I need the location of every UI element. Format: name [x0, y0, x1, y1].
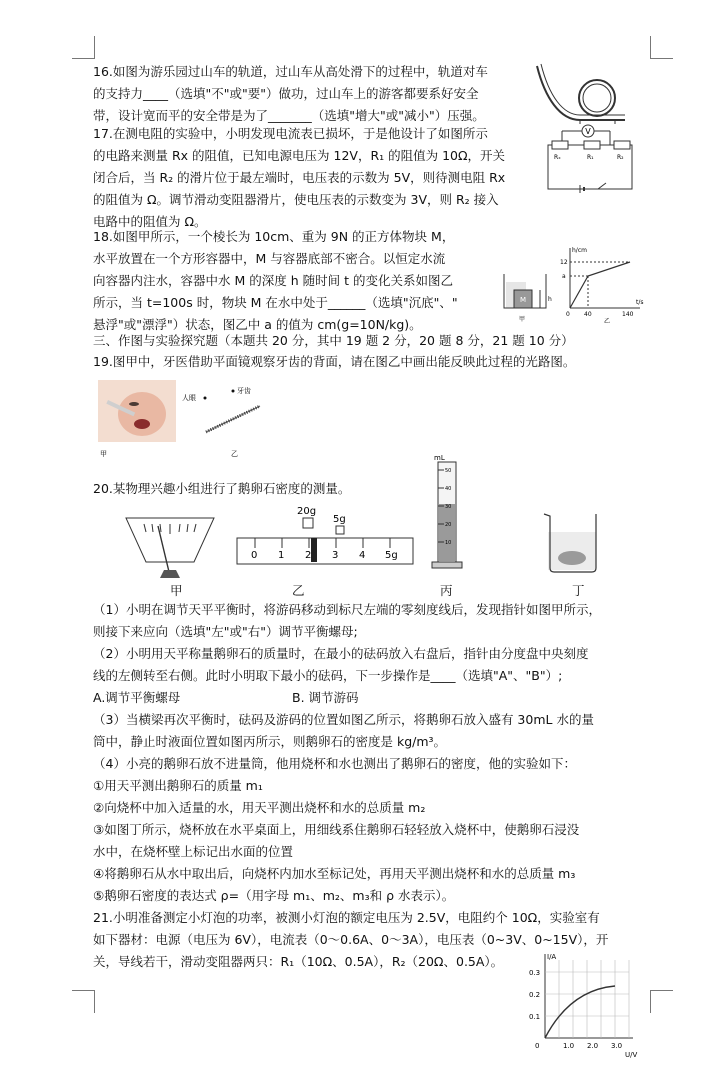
eye-label: 人眼 — [182, 394, 196, 402]
q17-line2: 的电路来测量 Rx 的阻值，已知电源电压为 12V，R₁ 的阻值为 10Ω，开关 — [93, 148, 506, 163]
q20-step-3-line2: 水中，在烧杯壁上标记出水面的位置 — [93, 844, 294, 859]
q20-intro: 20.某物理兴趣小组进行了鹅卵石密度的测量。 — [93, 481, 351, 496]
scale-tick-3: 3 — [332, 550, 339, 561]
cylinder-50: 50 — [445, 468, 452, 474]
q18-caption-yi: 乙 — [604, 318, 611, 324]
q18-x0: 0 — [566, 311, 570, 318]
q21-x0: 0 — [535, 1042, 540, 1050]
tooth-point — [232, 390, 235, 393]
q20-p1-line2: 则接下来应向（选填"左"或"右"）调节平衡螺母; — [93, 624, 358, 639]
q21-x10: 1.0 — [563, 1042, 575, 1050]
q17-line4: 的阻值为 Ω。调节滑动变阻器滑片，使电压表的示数变为 3V，则 R₂ 接入 — [93, 192, 499, 207]
depth-h-label: h — [548, 296, 552, 303]
weight-20g-label: 20g — [297, 506, 317, 517]
q20-step-5: ⑤鹅卵石密度的表达式 ρ=（用字母 m₁、m₂、m₃和 ρ 水表示）。 — [93, 888, 455, 903]
q20-p3-line1: （3）当横梁再次平衡时，砝码及游码的位置如图乙所示，将鹅卵石放入盛有 30mL 水的量 — [93, 712, 594, 727]
q21-y-unit: I/A — [547, 953, 557, 961]
q20-p2-line2: 线的左侧转至右侧。此时小明取下最小的砝码，下一步操作是____（选填"A"、"B"）; — [93, 668, 563, 683]
q20-caption-jia: 甲 — [170, 583, 183, 598]
q18-line3: 向容器内注水，容器中水 M 的深度 h 随时间 t 的变化关系如图乙 — [93, 273, 453, 288]
cylinder-40: 40 — [445, 486, 452, 492]
q21-x-unit: U/V — [625, 1051, 638, 1059]
q18-line4: 所示，当 t=100s 时，物块 M 在水中处于______（选填"沉底"、" — [93, 295, 458, 310]
q18-x140: 140 — [622, 311, 634, 318]
eye-point — [204, 397, 207, 400]
balance-pointer-figure — [120, 512, 220, 582]
q17-line1: 17.在测电阻的实验中，小明发现电流表已损坏，于是他设计了如图所示 — [93, 126, 488, 141]
beaker-figure — [540, 510, 605, 574]
q21-iu-graph — [525, 950, 640, 1060]
voltmeter-label: V — [585, 127, 591, 136]
q21-y02: 0.2 — [529, 991, 541, 999]
q18-container-figure — [502, 268, 556, 324]
section-3-heading: 三、作图与实验探究题（本题共 20 分，其中 19 题 2 分，20 题 8 分，21 题 10 分） — [93, 333, 574, 348]
q16-line2: 的支持力____（选填"不"或"要"）做功，过山车上的游客都要系好安全 — [93, 86, 479, 101]
q18-x40: 40 — [584, 311, 592, 318]
q20-caption-ding: 丁 — [572, 583, 585, 598]
q21-x20: 2.0 — [587, 1042, 599, 1050]
scale-tick-5g: 5g — [385, 550, 398, 561]
q20-p4: （4）小亮的鹅卵石放不进量筒，他用烧杯和水也测出了鹅卵石的密度，他的实验如下： — [93, 756, 576, 771]
crop-mark-bottom-right — [650, 990, 673, 1013]
q18-graph — [560, 244, 645, 324]
q18-line1: 18.如图甲所示，一个棱长为 10cm、重为 9N 的正方体物块 M， — [93, 229, 455, 244]
q20-p3-line2: 筒中，静止时液面位置如图丙所示，则鹅卵石的密度是 kg/m³。 — [93, 734, 447, 749]
q19-dentist-figure — [98, 380, 268, 458]
q18-caption-jia: 甲 — [518, 316, 526, 323]
q18-ya: a — [562, 273, 566, 280]
cylinder-unit: mL — [434, 454, 445, 462]
q20-step-4: ④将鹅卵石从水中取出后，向烧杯内加水至标记处，再用天平测出烧杯和水的总质量 m₃ — [93, 866, 576, 881]
q18-x-unit: t/s — [636, 299, 644, 306]
q20-step-3-line1: ③如图丁所示，烧杯放在水平桌面上，用细线系住鹅卵石轻轻放入烧杯中，使鹅卵石浸没 — [93, 822, 580, 837]
q18-line2: 水平放置在一个方形容器中，M 与容器底部不密合。以恒定水流 — [93, 251, 446, 266]
q16-line1: 16.如图为游乐园过山车的轨道，过山车从高处滑下的过程中，轨道对车 — [93, 64, 488, 79]
q18-y-unit: h/cm — [572, 247, 587, 254]
q19-caption-yi: 乙 — [231, 450, 238, 458]
r2-label: R₂ — [617, 154, 624, 161]
scale-tick-2: 2 — [305, 550, 312, 561]
q21-line2: 如下器材：电源（电压为 6V），电流表（0～0.6A、0～3A），电压表（0~3V、0~15V），开 — [93, 932, 609, 947]
q17-line3: 闭合后，当 R₂ 的滑片位于最左端时，电压表的示数为 5V，则待测电阻 Rx — [93, 170, 506, 185]
q20-option-b: B. 调节游码 — [292, 690, 359, 705]
q18-y12: 12 — [560, 259, 568, 266]
q17-line5: 电路中的阻值为 Ω。 — [93, 214, 207, 229]
q21-x30: 3.0 — [611, 1042, 623, 1050]
r1-label: R₁ — [587, 154, 594, 161]
q21-line1: 21.小明准备测定小灯泡的功率，被测小灯泡的额定电压为 2.5V，电阻约个 10Ω，实验室有 — [93, 910, 600, 925]
q20-caption-yi: 乙 — [292, 583, 305, 598]
q21-y03: 0.3 — [529, 969, 541, 977]
roller-coaster-figure — [535, 58, 630, 126]
tooth-label: 牙齿 — [237, 387, 251, 395]
q20-option-a: A.调节平衡螺母 — [93, 690, 181, 705]
crop-mark-bottom-left — [72, 990, 95, 1013]
weight-5g-label: 5g — [333, 514, 346, 525]
scale-tick-4: 4 — [359, 550, 366, 561]
crop-mark-top-left — [72, 36, 95, 59]
graduated-cylinder-figure — [428, 450, 468, 572]
q18-line5: 悬浮"或"漂浮"）状态，图乙中 a 的值为 cm(g=10N/kg)。 — [93, 317, 422, 332]
block-m-label: M — [519, 296, 527, 304]
q21-line3: 关，导线若干，滑动变阻器两只：R₁（10Ω、0.5A），R₂（20Ω、0.5A）。 — [93, 954, 504, 969]
q20-caption-bing: 丙 — [440, 583, 453, 598]
cylinder-30: 30 — [445, 504, 452, 510]
scale-tick-1: 1 — [278, 550, 285, 561]
q21-y01: 0.1 — [529, 1013, 541, 1021]
q17-circuit-diagram — [540, 123, 640, 195]
cylinder-20: 20 — [445, 522, 452, 528]
riding-scale-figure — [235, 500, 415, 572]
q20-p2-line1: （2）小明用天平称量鹅卵石的质量时，在最小的砝码放入右盘后，指针由分度盘中央刻度 — [93, 646, 589, 661]
cylinder-10: 10 — [445, 540, 452, 546]
q20-step-2: ②向烧杯中加入适量的水，用天平测出烧杯和水的总质量 m₂ — [93, 800, 426, 815]
scale-tick-0: 0 — [251, 550, 258, 561]
q19-text: 19.图甲中，牙医借助平面镜观察牙齿的背面，请在图乙中画出能反映此过程的光路图。 — [93, 354, 576, 369]
q20-p1-line1: （1）小明在调节天平平衡时，将游码移动到标尺左端的零刻度线后，发现指针如图甲所示， — [93, 602, 601, 617]
q16-line3: 带，设计宽而平的安全带是为了_______（选填"增大"或"减小"）压强。 — [93, 108, 485, 123]
q20-step-1: ①用天平测出鹅卵石的质量 m₁ — [93, 778, 263, 793]
crop-mark-top-right — [650, 36, 673, 59]
q19-caption-jia: 甲 — [100, 450, 107, 458]
rx-label: Rₓ — [554, 154, 561, 161]
